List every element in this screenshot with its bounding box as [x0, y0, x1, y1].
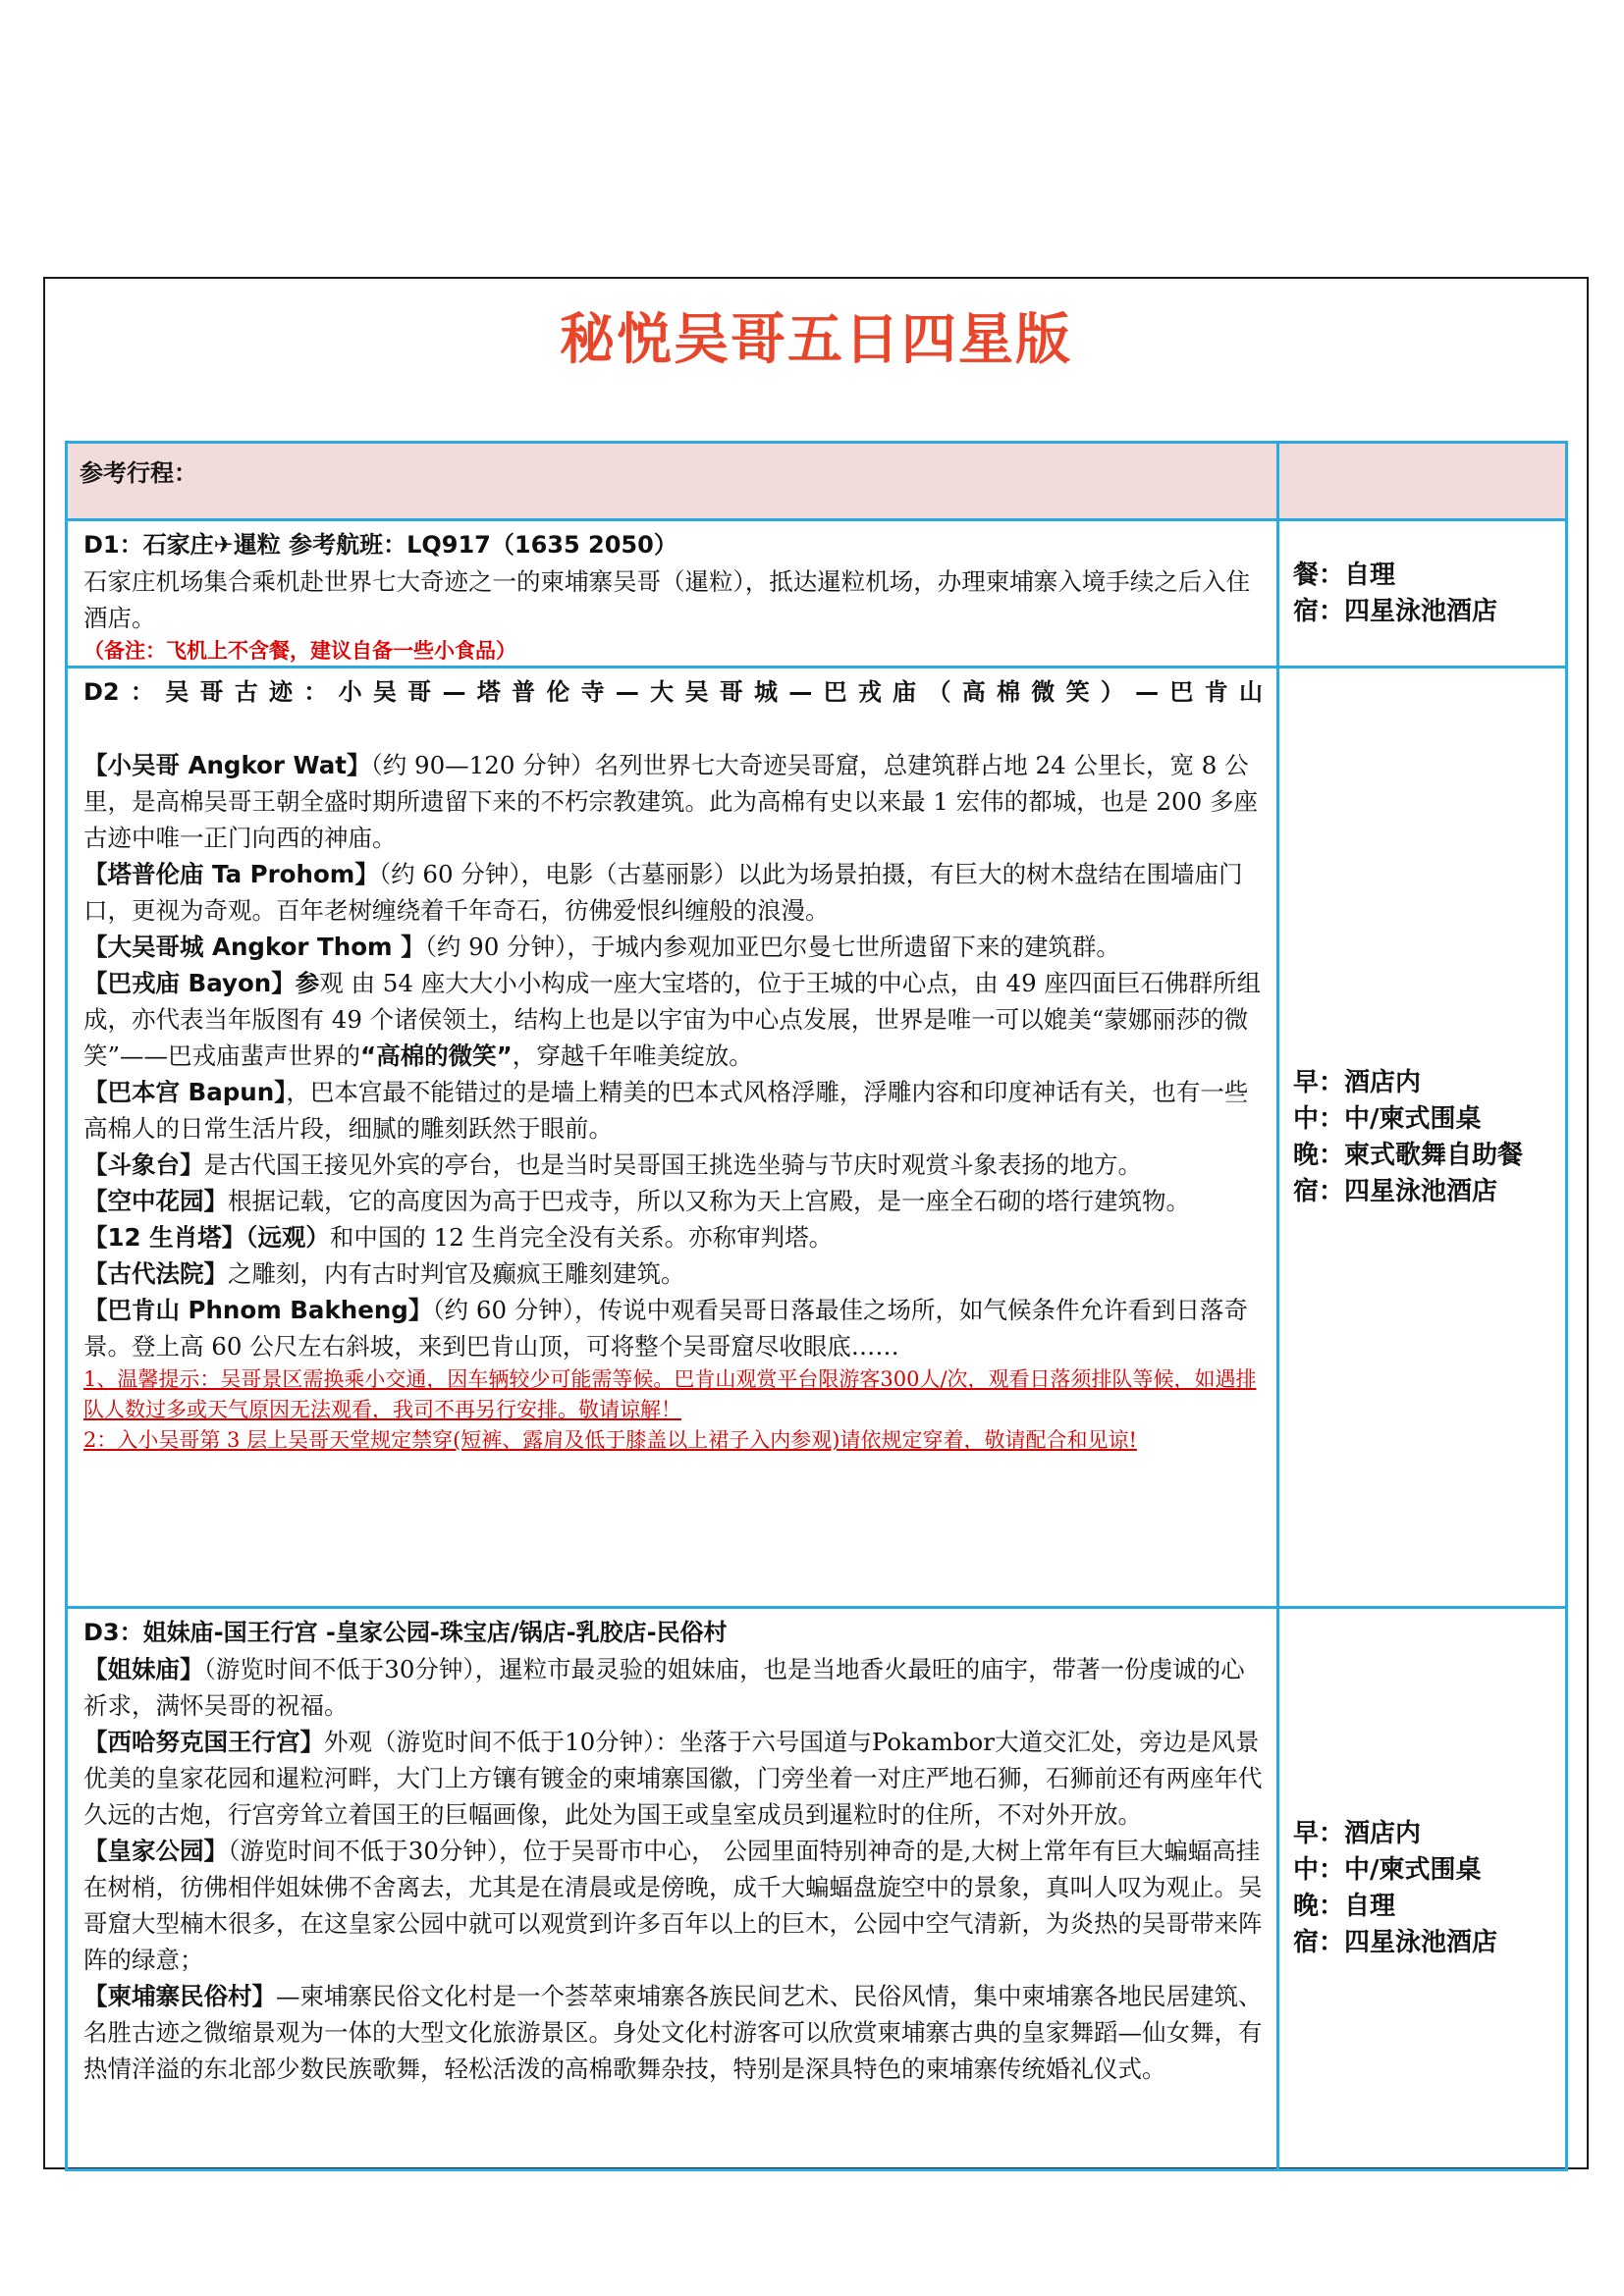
day-row-d2	[65, 668, 1571, 1609]
list-item	[83, 1292, 1263, 1364]
warning-note: 1、温馨提示：吴哥景区需换乘小交通，因车辆较少可能需等候。巴肯山观赏平台限游客300人/次，观看日落须排队等候，如遇排队人数过多或天气原因无法观看，我司不再另行安排。敬请谅解！	[83, 1367, 1257, 1421]
item-text: 是古代国王接见外宾的亭台，也是当时吴哥国王挑选坐骑与节庆时观赏斗象表扬的地方。	[203, 1150, 1142, 1179]
day-paragraph: 石家庄机场集合乘机赴世界七大奇迹之一的柬埔寨吴哥（暹粒），抵达暹粒机场，办理柬埔寨入境手续之后入住酒店。	[83, 567, 1251, 632]
item-text: （游览时间不低于30分钟），暹粒市最灵验的姐妹庙，也是当地香火最旺的庙宇，带著一份虔诚的心祈求，满怀吴哥的祝福。	[83, 1655, 1245, 1720]
meal-line: 宿：四星泳池酒店	[1293, 596, 1498, 626]
itinerary-table	[65, 441, 1571, 2171]
meal-line: 晚：自理	[1293, 1892, 1396, 1921]
item-text: （游览时间不低于30分钟），位于吴哥市中心， 公园里面特别神奇的是,大树上常年有巨大蝙蝠高挂在树梢，彷佛相伴姐妹佛不舍离去，尤其是在清晨或是傍晚，成千大蝙蝠盘旋空中的景象，真叫人叹为观止。吴哥窟大型楠木很多，在这皇家公园中就可以观赏到许多百年以上的巨木，公园中空气清新，为炎热的吴哥带来阵阵的绿意；	[83, 1837, 1263, 1974]
itinerary-frame	[43, 277, 1589, 2169]
item-highlight: “高棉的微笑”	[360, 1041, 513, 1070]
item-name: 【柬埔寨民俗村】	[83, 1982, 276, 2010]
list-item	[83, 1978, 1263, 2087]
item-text: 观 由 54 座大大小小构成一座大宝塔的，位于王城的中心点，由 49 座四面巨石佛群所组成，亦代表当年版图有 49 个诸侯领土，结构上也是以宇宙为中心点发展，世界是唯一可以媲美“蒙娜丽莎的微笑”——巴戎庙蜚声世界的	[83, 969, 1262, 1070]
item-tail: ，穿越千年唯美绽放。	[512, 1041, 753, 1070]
meals-cell	[1276, 1606, 1568, 2171]
day-heading: D1：石家庄✈暹粒 参考航班：LQ917（1635 2050）	[83, 531, 677, 559]
item-text: 之雕刻，内有古时判官及癫疯王雕刻建筑。	[228, 1259, 685, 1288]
item-name: 【皇家公园】	[83, 1837, 228, 1865]
item-name: 【巴肯山 Phnom Bakheng】	[83, 1296, 433, 1324]
item-name: 【12 生肖塔】（远观）	[83, 1223, 330, 1252]
item-text: —柬埔寨民俗文化村是一个荟萃柬埔寨各族民间艺术、民俗风情，集中柬埔寨各地民居建筑、名胜古迹之微缩景观为一体的大型文化旅游景区。身处文化村游客可以欣赏柬埔寨古典的皇家舞蹈—仙女舞，有热情洋溢的东北部少数民族歌舞，轻松活泼的高棉歌舞杂技，特别是深具特色的柬埔寨传统婚礼仪式。	[83, 1982, 1263, 2083]
item-text: （约 60 分钟），传说中观看吴哥日落最佳之场所，如气候条件允许看到日落奇景。登上高 60 公尺左右斜坡，来到巴肯山顶，可将整个吴哥窟尽收眼底……	[83, 1296, 1249, 1361]
meal-line: 早：酒店内	[1293, 1819, 1422, 1848]
day-row-d3	[65, 1609, 1571, 2171]
day-content	[65, 518, 1279, 668]
item-name: 【斗象台】	[83, 1150, 204, 1179]
header-label: 参考行程：	[65, 441, 1279, 521]
list-item	[83, 1074, 1263, 1147]
list-item	[83, 929, 1263, 965]
meal-line: 中：中/柬式围桌	[1293, 1855, 1482, 1885]
day-note: （备注：飞机上不含餐，建议自备一些小食品）	[83, 639, 516, 663]
item-name: 【空中花园】	[83, 1187, 228, 1215]
item-name: 【西哈努克国王行宫】	[83, 1728, 324, 1756]
item-name: 【巴戎庙 Bayon】参	[83, 969, 320, 997]
list-item	[83, 1255, 1263, 1292]
meals-cell	[1276, 518, 1568, 668]
day-content	[65, 1606, 1279, 2171]
item-text: ，巴本宫最不能错过的是墙上精美的巴本式风格浮雕，浮雕内容和印度神话有关，也有一些高棉人的日常生活片段，细腻的雕刻跃然于眼前。	[83, 1078, 1249, 1143]
meal-line: 宿：四星泳池酒店	[1293, 1176, 1498, 1206]
item-text: 外观（游览时间不低于10分钟）：坐落于六号国道与Pokambor大道交汇处，旁边是风景优美的皇家花园和暹粒河畔，大门上方镶有镀金的柬埔寨国徽，门旁坐着一对庄严地石狮，石狮前还有两座年代久远的古炮，行宫旁耸立着国王的巨幅画像，此处为国王或皇室成员到暹粒时的住所，不对外开放。	[83, 1728, 1263, 1829]
warning-note: 2：入小吴哥第 3 层上吴哥天堂规定禁穿(短裤、露肩及低于膝盖以上裙子入内参观)请依规定穿着，敬请配合和见谅!	[83, 1428, 1137, 1452]
spacer	[83, 711, 1263, 747]
meals-cell	[1276, 666, 1568, 1609]
list-item	[83, 747, 1263, 856]
item-name: 【小吴哥 Angkor Wat】	[83, 751, 371, 779]
item-text: （约 90—120 分钟）名列世界七大奇迹吴哥窟，总建筑群占地 24 公里长，宽 8 公里，是高棉吴哥王朝全盛时期所遗留下来的不朽宗教建筑。此为高棉有史以来最 1 宏伟的都城，也是 200 多座古迹中唯一正门向西的神庙。	[83, 751, 1258, 852]
meal-line: 晚：柬式歌舞自助餐	[1293, 1140, 1524, 1170]
header-meals-cell	[1276, 441, 1568, 521]
meal-line: 早：酒店内	[1293, 1067, 1422, 1097]
item-name: 【姐妹庙】	[83, 1655, 204, 1683]
meal-line: 宿：四星泳池酒店	[1293, 1928, 1498, 1957]
item-name: 【塔普伦庙 Ta Prohom】	[83, 860, 379, 888]
table-header-row	[65, 441, 1571, 521]
meal-line: 中：中/柬式围桌	[1293, 1103, 1482, 1134]
day-heading: D2：吴哥古迹：小吴哥—塔普伦寺—大吴哥城—巴戎庙（高棉微笑）—巴肯山	[83, 678, 1263, 706]
list-item	[83, 1219, 1263, 1255]
list-item	[83, 1183, 1263, 1219]
item-text: （约 90 分钟），于城内参观加亚巴尔曼七世所遗留下来的建筑群。	[424, 933, 1120, 961]
day-heading: D3：姐妹庙-国王行宫 -皇家公园-珠宝店/锅店-乳胶店-民俗村	[83, 1619, 728, 1646]
item-name: 【巴本宫 Bapun】	[83, 1078, 287, 1106]
meal-line: 餐：自理	[1293, 560, 1396, 590]
page-title: 秘悦吴哥五日四星版	[560, 308, 1072, 372]
list-item	[83, 1147, 1263, 1183]
day-row-d1	[65, 521, 1571, 668]
item-name: 【古代法院】	[83, 1259, 228, 1288]
list-item	[83, 1833, 1263, 1978]
item-name: 【大吴哥城 Angkor Thom 】	[83, 933, 425, 961]
list-item	[83, 1724, 1263, 1833]
list-item	[83, 856, 1263, 929]
item-text: 和中国的 12 生肖完全没有关系。亦称审判塔。	[329, 1223, 834, 1252]
day-content	[65, 666, 1279, 1609]
list-item	[83, 1651, 1263, 1724]
item-text: 根据记载，它的高度因为高于巴戎寺，所以又称为天上宫殿，是一座全石砌的塔行建筑物。	[228, 1187, 1190, 1215]
item-text: （约 60 分钟），电影（古墓丽影）以此为场景拍摄，有巨大的树木盘结在围墙庙门口，更视为奇观。百年老树缠绕着千年奇石，彷佛爱恨纠缠般的浪漫。	[83, 860, 1243, 925]
list-item	[83, 965, 1263, 1074]
